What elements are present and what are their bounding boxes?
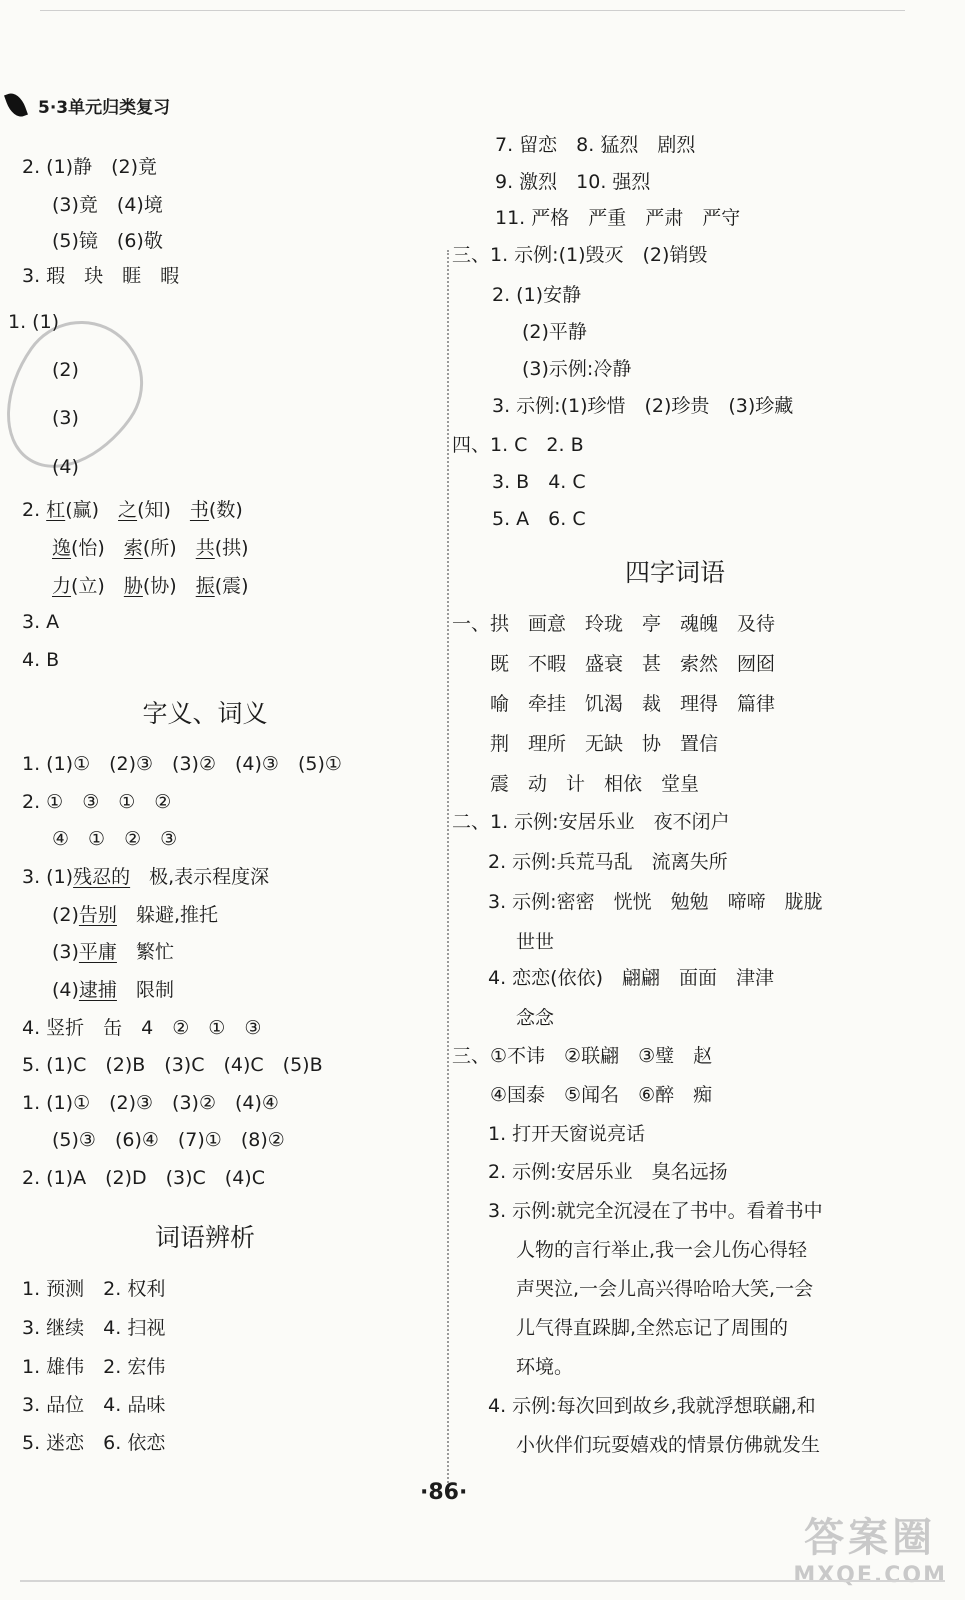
answer-line: 儿气得直跺脚,全然忘记了周围的	[516, 1317, 789, 1339]
answer-line: (4)	[52, 456, 79, 478]
answer-line: 1. (1)	[8, 311, 60, 333]
answer-line: 喻 牵挂 饥渴 裁 理得 篇律	[490, 693, 776, 715]
answer-line: 4. 恋恋(依依) 翩翩 面面 津津	[488, 967, 774, 989]
answer-line: 3. 继续 4. 扫视	[22, 1317, 166, 1339]
answer-line: 5. A 6. C	[492, 508, 586, 530]
answer-line: 小伙伴们玩耍嬉戏的情景仿佛就发生	[516, 1434, 821, 1456]
answer-line: 3. 瑕 玦 睚 暇	[22, 265, 180, 287]
correction-row: 2. 杠(赢) 之(知) 书(数)	[22, 499, 243, 521]
answer-line: (5)镜 (6)敬	[52, 230, 163, 252]
answer-line: 四、1. C 2. B	[452, 434, 584, 456]
answer-line: 4. B	[22, 649, 60, 671]
answer-line: 声哭泣,一会儿高兴得哈哈大笑,一会	[516, 1278, 814, 1300]
answer-line: ④ ① ② ③	[52, 828, 178, 850]
section-title-ciyu: 词语辨析	[154, 1223, 255, 1252]
answer-line: 3. A	[22, 611, 60, 633]
bottom-rule	[20, 1580, 945, 1582]
answer-line: (3)	[52, 407, 79, 429]
answer-line: 9. 激烈 10. 强烈	[495, 171, 651, 193]
answer-line: 震 动 计 相依 堂皇	[490, 773, 700, 795]
answer-line: 5. (1)C (2)B (3)C (4)C (5)B	[22, 1054, 323, 1076]
correction-row: 逸(怡) 索(所) 共(拱)	[52, 537, 249, 559]
answer-line: (3)竟 (4)境	[52, 194, 163, 216]
answer-line: (2)平静	[522, 321, 587, 343]
answer-line: 3. (1)残忍的 极,表示程度深	[22, 866, 270, 888]
answer-line: 2. (1)安静	[492, 284, 582, 306]
answer-line: 2. ① ③ ① ②	[22, 791, 172, 813]
answer-line: 荆 理所 无缺 协 置信	[490, 733, 719, 755]
answer-line: 3. B 4. C	[492, 471, 586, 493]
answer-line: 三、1. 示例:(1)毁灭 (2)销毁	[452, 244, 708, 266]
header-title: 5·3单元归类复习	[38, 97, 171, 118]
page-header	[8, 92, 170, 118]
answer-line: 一、拱 画意 玲珑 亭 魂魄 及待	[452, 613, 776, 635]
answer-line: (3)平庸 繁忙	[52, 941, 174, 963]
answer-line: 2. (1)静 (2)竟	[22, 156, 157, 178]
answer-line: 7. 留恋 8. 猛烈 剧烈	[495, 134, 696, 156]
answer-line: 人物的言行举止,我一会儿伤心得轻	[516, 1239, 808, 1261]
answer-line: 二、1. 示例:安居乐业 夜不闭户	[452, 811, 730, 833]
answer-line: (5)③ (6)④ (7)① (8)②	[52, 1129, 285, 1151]
answer-line: 11. 严格 严重 严肃 严守	[495, 207, 741, 229]
answer-line: 3. 品位 4. 品味	[22, 1394, 166, 1416]
answer-line: ④国泰 ⑤闻名 ⑥醉 痴	[490, 1084, 713, 1106]
section-title-sizi: 四字词语	[624, 558, 725, 587]
watermark-url: MXQE.COM	[793, 1563, 947, 1588]
leaf-icon	[4, 90, 28, 120]
answer-line: 环境。	[516, 1356, 574, 1378]
answer-line: 2. (1)A (2)D (3)C (4)C	[22, 1167, 265, 1189]
answer-line: 念念	[516, 1007, 555, 1029]
watermark	[793, 1506, 947, 1588]
answer-line: 4. 竖折 缶 4 ② ① ③	[22, 1017, 262, 1039]
answer-line: (2)	[52, 359, 79, 381]
answer-line: (4)逮捕 限制	[52, 979, 174, 1001]
answer-line: 1. 打开天窗说亮话	[488, 1123, 646, 1145]
answer-line: 4. 示例:每次回到故乡,我就浮想联翩,和	[488, 1395, 816, 1417]
top-rule	[40, 10, 905, 11]
answer-line: 世世	[516, 931, 555, 953]
answer-line: (3)示例:冷静	[522, 358, 632, 380]
answer-line: 既 不暇 盛衰 甚 索然 囫囵	[490, 653, 776, 675]
answer-line: 3. 示例:就完全沉浸在了书中。看着书中	[488, 1200, 823, 1222]
answer-line: 1. (1)① (2)③ (3)② (4)④	[22, 1092, 279, 1114]
answer-line: 2. 示例:安居乐业 臭名远扬	[488, 1161, 728, 1183]
page-number: ·86·	[420, 1480, 468, 1505]
section-title-ziyi: 字义、词义	[142, 699, 268, 728]
answer-line: 1. 预测 2. 权利	[22, 1278, 166, 1300]
answer-line: 3. 示例:密密 恍恍 勉勉 啼啼 胧胧	[488, 891, 823, 913]
answer-line: 1. 雄伟 2. 宏伟	[22, 1356, 166, 1378]
answer-line: 3. 示例:(1)珍惜 (2)珍贵 (3)珍藏	[492, 395, 794, 417]
correction-row: 力(立) 胁(协) 振(震)	[52, 575, 249, 597]
column-divider	[447, 250, 449, 1490]
answer-line: 三、①不讳 ②联翩 ③璧 赵	[452, 1045, 713, 1067]
answer-line: 2. 示例:兵荒马乱 流离失所	[488, 851, 728, 873]
watermark-logo: 答案圈	[804, 1515, 937, 1561]
answer-line: (2)告别 躲避,推托	[52, 904, 218, 926]
answer-line: 1. (1)① (2)③ (3)② (4)③ (5)①	[22, 753, 342, 775]
answer-line: 5. 迷恋 6. 依恋	[22, 1432, 166, 1454]
